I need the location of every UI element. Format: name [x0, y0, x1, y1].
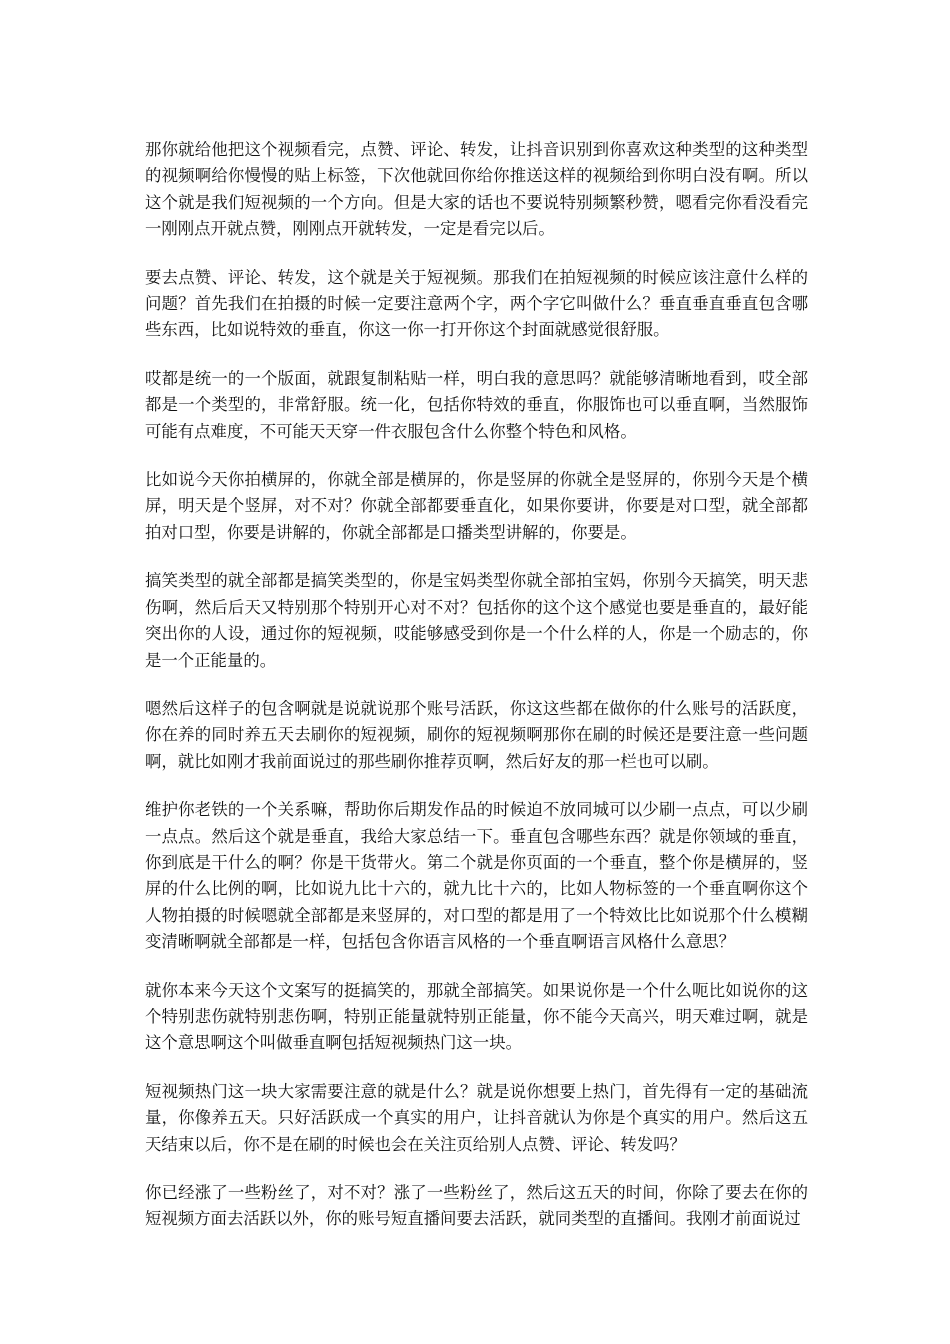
paragraph-3: 哎都是统一的一个版面，就跟复制粘贴一样，明白我的意思吗？就能够清晰地看到，哎全部都是一个类型的，非常舒服。统一化，包括你特效的垂直，你服饰也可以垂直啊，当然服饰可能有点难度，不可能天天穿一件衣服包含什么你整个特色和风格。 — [145, 368, 808, 441]
paragraph-10: 你已经涨了一些粉丝了，对不对？涨了一些粉丝了，然后这五天的时间，你除了要去在你的短视频方面去活跃以外，你的账号短直播间要去活跃，就同类型的直播间。我刚才前面说过 — [145, 1183, 808, 1229]
paragraph-4: 比如说今天你拍横屏的，你就全部是横屏的，你是竖屏的你就全是竖屏的，你别今天是个横屏，明天是个竖屏，对不对？你就全部都要垂直化，如果你要讲，你要是对口型，就全部都拍对口型，你要是讲解的，你就全部都是口播类型讲解的，你要是。 — [145, 470, 808, 542]
paragraph-7: 维护你老铁的一个关系嘛，帮助你后期发作品的时候迫不放同城可以少刷一点点，可以少刷一点点。然后这个就是垂直，我给大家总结一下。垂直包含哪些东西？就是你领域的垂直，你到底是干什么的啊？你是干货带火。第二个就是你页面的一个垂直，整个你是横屏的，竖屏的什么比例的啊，比如说九比十六的，就九比十六的，比如人物标签的一个垂直啊你这个人物拍摄的时候嗯就全部都是来竖屏的，对口型的都是用了一个特效比比如说那个什么模糊变清晰啊就全部都是一样，包括包含你语言风格的一个垂直啊语言风格什么意思？ — [145, 800, 808, 952]
document-body — [145, 137, 808, 1255]
paragraph-8: 就你本来今天这个文案写的挺搞笑的，那就全部搞笑。如果说你是一个什么呃比如说你的这个特别悲伤就特别悲伤啊，特别正能量就特别正能量，你不能今天高兴，明天难过啊，就是这个意思啊这个叫做垂直啊包括短视频热门这一块。 — [145, 980, 808, 1053]
paragraph-5: 搞笑类型的就全部都是搞笑类型的，你是宝妈类型你就全部拍宝妈，你别今天搞笑，明天悲伤啊，然后后天又特别那个特别开心对不对？包括你的这个这个感觉也要是垂直的，最好能突出你的人设，通过你的短视频，哎能够感受到你是一个什么样的人，你是一个励志的，你是一个正能量的。 — [145, 571, 808, 670]
paragraph-1: 那你就给他把这个视频看完，点赞、评论、转发，让抖音识别到你喜欢这种类型的这种类型的视频啊给你慢慢的贴上标签，下次他就回你给你推送这样的视频给到你明白没有啊。所以这个就是我们短视频的一个方向。但是大家的话也不要说特别频繁秒赞，嗯看完你看没看完一刚刚点开就点赞，刚刚点开就转发，一定是看完以后。 — [145, 140, 808, 239]
paragraph-6: 嗯然后这样子的包含啊就是说就说那个账号活跃，你这这些都在做你的什么账号的活跃度，你在养的同时养五天去刷你的短视频，刷你的短视频啊那你在刷的时候还是要注意一些问题啊，就比如刚才我前面说过的那些刷你推荐页啊，然后好友的那一栏也可以刷。 — [145, 698, 808, 771]
paragraph-2: 要去点赞、评论、转发，这个就是关于短视频。那我们在拍短视频的时候应该注意什么样的问题？首先我们在拍摄的时候一定要注意两个字，两个字它叫做什么？垂直垂直垂直包含哪些东西，比如说特效的垂直，你这一你一打开你这个封面就感觉很舒服。 — [145, 267, 808, 340]
paragraph-9: 短视频热门这一块大家需要注意的就是什么？就是说你想要上热门，首先得有一定的基础流量，你像养五天。只好活跃成一个真实的用户，让抖音就认为你是个真实的用户。然后这五天结束以后，你不是在刷的时候也会在关注页给别人点赞、评论、转发吗？ — [145, 1081, 808, 1154]
